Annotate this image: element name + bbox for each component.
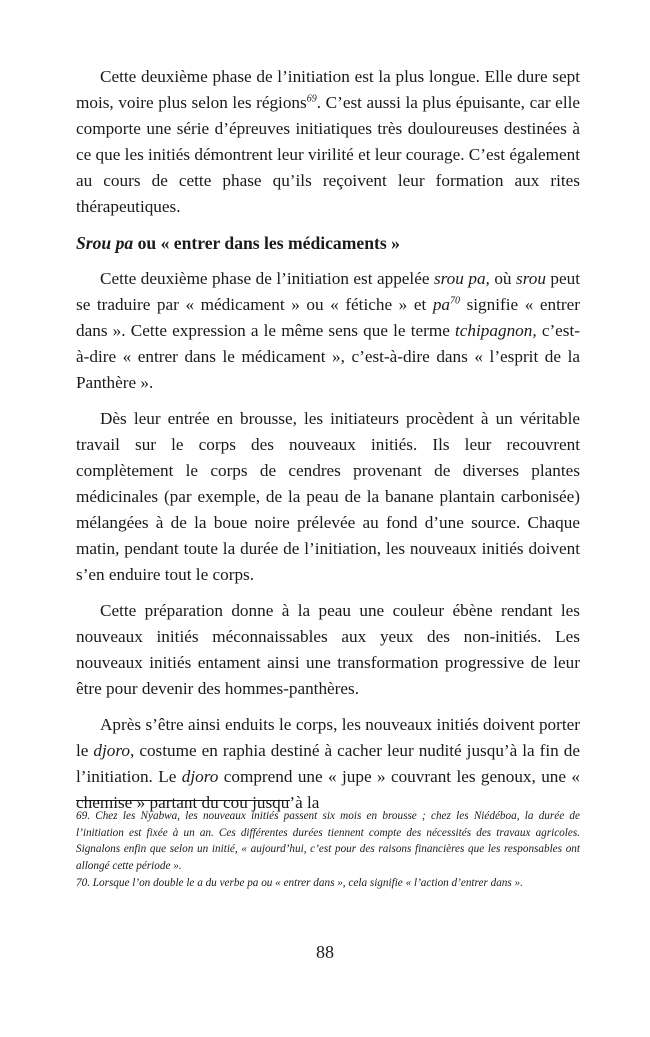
term-pa: pa bbox=[432, 295, 451, 314]
footnote-divider bbox=[76, 800, 290, 801]
paragraph-body-work: Dès leur entrée en brousse, les initiateurs procèdent à un véritable travail sur le corps des nouveaux initiés. Ils leur recouvrent complètement le corps de cendres provenant de diverses plantes médicinales (par exemple, de la peau de la banane plantain carbonisée) mélangées à de la boue noire prélevée au fond d’une source. Chaque matin, pendant toute la durée de l’initiation, les nouveaux initiés doivent s’en enduire tout le corps. bbox=[76, 409, 580, 584]
footnote-reference[interactable]: 69 bbox=[306, 93, 317, 105]
paragraph-text: peut se traduire par « médicament » ou « fétiche » et bbox=[76, 269, 581, 314]
paragraph-text: signifie « entrer dans ». Cette expression a le même sens que le terme bbox=[76, 295, 580, 340]
paragraph-text: Cette deuxième phase de l’initiation est la plus longue. Elle dure sept mois, voire plus selon les régions bbox=[76, 67, 580, 112]
paragraph-phase-duration bbox=[76, 64, 580, 220]
main-text-block bbox=[76, 64, 580, 826]
footnote-reference[interactable]: 70 bbox=[450, 295, 461, 307]
heading-term: Srou pa bbox=[76, 233, 134, 253]
paragraph-text: où bbox=[489, 269, 516, 288]
term-tchipagnon: tchipagnon, bbox=[455, 321, 537, 340]
term-srou: srou bbox=[516, 269, 546, 288]
footnote-69: 69. Chez les Nyabwa, les nouveaux initiés passent six mois en brousse ; chez les Niédéboa, la durée de l’initiation est fixée à un an. Ces différentes durées tiennent compte des nécessités des travaux agricoles. Signalons enfin que selon un initié, « aujourd’hui, c’est pour des raisons financières que les responsables ont allongé cette période ». bbox=[76, 810, 580, 872]
paragraph-ebony-skin: Cette préparation donne à la peau une couleur ébène rendant les nouveaux initiés méconnaissables aux yeux des non-initiés. Les nouveaux initiés entament ainsi une transformation progressive de leur être pour devenir des hommes-panthères. bbox=[76, 601, 580, 698]
paragraph-srou-pa-definition bbox=[76, 266, 580, 396]
section-heading bbox=[76, 230, 580, 256]
paragraph-text: Cette deuxième phase de l’initiation est appelée bbox=[100, 269, 434, 288]
paragraph-text: costume en raphia destiné à cacher leur nudité jusqu’à la fin de l’initiation. Le bbox=[76, 741, 581, 786]
paragraph-text: . C’est aussi la plus épuisante, car elle comporte une série d’épreuves initiatiques très douloureuses destinées à ce que les initiés démontrent leur virilité et leur courage. C’est également au cours de cette phase qu’ils reçoivent leur formation aux rites thérapeutiques. bbox=[76, 93, 580, 216]
heading-text: ou « entrer dans les médicaments » bbox=[133, 233, 400, 253]
paragraph-text: c’est-à-dire « entrer dans le médicament », c’est-à-dire dans « l’esprit de la Panthère ». bbox=[76, 321, 580, 392]
page-number: 88 bbox=[316, 942, 334, 962]
term-djoro: djoro bbox=[181, 767, 219, 786]
paragraph-text: comprend une « jupe » couvrant les genoux, une « chemise » partant du cou jusqu’à la bbox=[76, 767, 580, 812]
footnotes bbox=[76, 808, 580, 893]
term-djoro: djoro, bbox=[93, 741, 135, 760]
term-srou-pa: srou pa, bbox=[433, 269, 490, 288]
footnote-70: 70. Lorsque l’on double le a du verbe pa ou « entrer dans », cela signifie « l’action d’entrer dans ». bbox=[76, 877, 523, 889]
paragraph-text: Après s’être ainsi enduits le corps, les nouveaux initiés doivent porter le bbox=[76, 715, 580, 760]
